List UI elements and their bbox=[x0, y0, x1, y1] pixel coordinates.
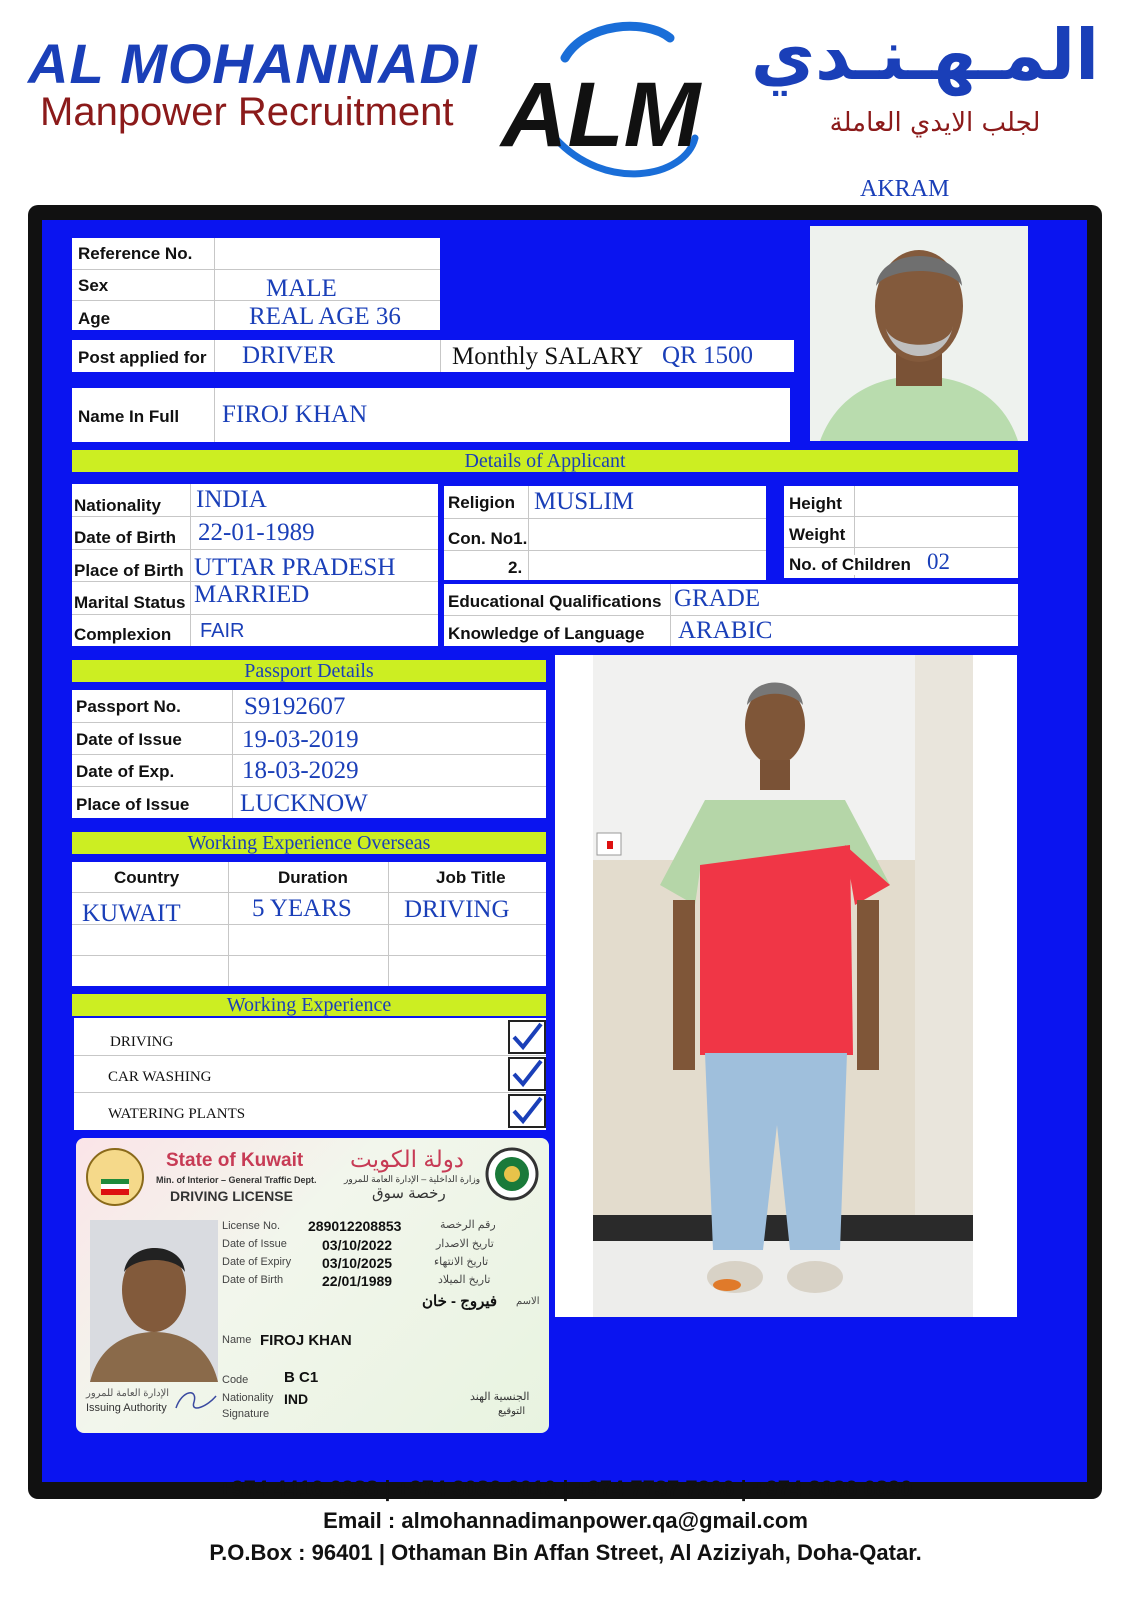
passport-issue-label: Date of Issue bbox=[76, 730, 182, 749]
footer-phones: +974 4416 6988 | +974 3086 6010 | +974 7737 7206 | +974 3086 6890 bbox=[218, 1476, 913, 1501]
license-signature-label: Signature bbox=[222, 1408, 270, 1420]
details-middle-table bbox=[444, 486, 766, 580]
license-ministry-english: Min. of Interior – General Traffic Dept. bbox=[156, 1175, 317, 1185]
experience-list bbox=[74, 1018, 546, 1130]
salary-label: Monthly SALARY bbox=[452, 343, 644, 370]
marital-label: Marital Status bbox=[74, 593, 186, 612]
footer-address: P.O.Box : 96401 | Othaman Bin Affan Street, Al Aziziyah, Doha-Qatar. bbox=[209, 1540, 922, 1565]
license-ministry-arabic: وزارة الداخلية – الإدارة العامة للمرور bbox=[344, 1174, 481, 1184]
license-nationality-label: Nationality bbox=[222, 1392, 274, 1404]
complexion-value: FAIR bbox=[200, 620, 245, 642]
alm-logo-text: ALM bbox=[501, 64, 701, 166]
experience-item: DRIVING bbox=[110, 1034, 174, 1050]
license-dob-value: 22/01/1989 bbox=[322, 1273, 393, 1289]
marital-value: MARRIED bbox=[194, 581, 310, 608]
alm-logo bbox=[495, 18, 725, 183]
experience-item: WATERING PLANTS bbox=[108, 1106, 246, 1122]
license-code-value: B C1 bbox=[284, 1369, 319, 1386]
license-authority-arabic: الإدارة العامة للمرور bbox=[86, 1388, 170, 1399]
applicant-head-photo bbox=[810, 226, 1028, 441]
license-name-label: Name bbox=[222, 1334, 252, 1346]
license-state-english: State of Kuwait bbox=[166, 1150, 304, 1171]
post-salary-row bbox=[72, 340, 794, 372]
license-field-label: Date of Issue bbox=[222, 1238, 287, 1250]
details-right-table bbox=[784, 486, 1018, 578]
passport-exp-value: 18-03-2029 bbox=[242, 757, 359, 784]
religion-label: Religion bbox=[448, 493, 516, 512]
children-value: 02 bbox=[927, 549, 950, 574]
salary-value: QR 1500 bbox=[662, 342, 753, 369]
personal-basic-table bbox=[72, 238, 440, 330]
religion-value: MUSLIM bbox=[534, 488, 635, 515]
passport-number-value: S9192607 bbox=[244, 693, 346, 720]
overseas-row1-duration: 5 YEARS bbox=[252, 895, 352, 922]
checkmark-icon bbox=[514, 1061, 541, 1084]
license-expiry-value: 03/10/2025 bbox=[322, 1255, 393, 1271]
passport-exp-label: Date of Exp. bbox=[76, 762, 175, 781]
license-nationality-arabic: الجنسية الهند bbox=[470, 1391, 530, 1403]
driving-license-card bbox=[76, 1138, 549, 1433]
license-field-label-arabic: تاريخ الاصدار bbox=[436, 1238, 494, 1250]
overseas-header-job-title: Job Title bbox=[436, 868, 506, 887]
education-label: Educational Qualifications bbox=[448, 592, 662, 611]
weight-label: Weight bbox=[789, 525, 846, 544]
overseas-header-duration: Duration bbox=[278, 868, 348, 887]
education-language-table bbox=[444, 584, 1018, 646]
license-name-arabic-label: الاسم bbox=[516, 1296, 540, 1307]
language-label: Knowledge of Language bbox=[448, 624, 645, 643]
age-label: Age bbox=[78, 309, 111, 328]
license-field-label-arabic: رقم الرخصة bbox=[440, 1219, 496, 1231]
passport-table bbox=[72, 690, 546, 818]
agent-name: AKRAM bbox=[860, 176, 950, 202]
license-field-label: Date of Birth bbox=[222, 1274, 284, 1286]
pob-label: Place of Birth bbox=[74, 561, 184, 580]
license-name-value: FIROJ KHAN bbox=[260, 1332, 352, 1349]
license-nationality-value: IND bbox=[284, 1391, 309, 1407]
overseas-header-country: Country bbox=[114, 868, 180, 887]
license-field-label: Date of Expiry bbox=[222, 1256, 292, 1268]
details-title-bar: Details of Applicant bbox=[72, 450, 1018, 472]
experience-checkbox bbox=[508, 1020, 546, 1054]
passport-place-value: LUCKNOW bbox=[240, 790, 368, 817]
checkmark-icon bbox=[514, 1098, 541, 1121]
passport-place-label: Place of Issue bbox=[76, 795, 190, 814]
language-value: ARABIC bbox=[678, 617, 773, 644]
authority-signature-icon bbox=[172, 1386, 218, 1416]
contact2-label: 2. bbox=[508, 558, 523, 577]
post-label: Post applied for bbox=[78, 348, 207, 367]
name-label: Name In Full bbox=[78, 407, 180, 426]
brand-subtitle-arabic: لجلب الايدي العاملة bbox=[829, 108, 1041, 138]
license-type-arabic: رخصة سوق bbox=[372, 1185, 446, 1202]
brand-name-english: AL MOHANNADI bbox=[28, 32, 478, 95]
reference-label: Reference No. bbox=[78, 244, 193, 263]
sex-label: Sex bbox=[78, 276, 109, 295]
dob-label: Date of Birth bbox=[74, 528, 176, 547]
gcc-emblem-icon bbox=[484, 1146, 540, 1202]
contact1-label: Con. No1. bbox=[448, 529, 528, 548]
pob-value: UTTAR PRADESH bbox=[194, 554, 396, 581]
height-label: Height bbox=[789, 494, 842, 513]
footer-email: Email : almohannadimanpower.qa@gmail.com bbox=[323, 1508, 808, 1533]
experience-title-bar: Working Experience bbox=[72, 994, 546, 1016]
license-field-label-arabic: تاريخ الميلاد bbox=[438, 1274, 491, 1286]
dob-value: 22-01-1989 bbox=[198, 519, 315, 546]
experience-item: CAR WASHING bbox=[108, 1069, 212, 1085]
kuwait-emblem-icon bbox=[84, 1146, 146, 1208]
license-authority-english: Issuing Authority bbox=[86, 1402, 167, 1414]
license-code-label: Code bbox=[222, 1374, 249, 1386]
overseas-table bbox=[72, 862, 546, 986]
experience-checkbox bbox=[508, 1094, 546, 1128]
license-type-english: DRIVING LICENSE bbox=[170, 1188, 293, 1204]
license-photo bbox=[90, 1220, 218, 1382]
license-number-value: 289012208853 bbox=[308, 1218, 402, 1234]
passport-number-label: Passport No. bbox=[76, 697, 181, 716]
applicant-full-body-photo bbox=[555, 655, 1017, 1317]
experience-checkbox bbox=[508, 1057, 546, 1091]
passport-title-bar: Passport Details bbox=[72, 660, 546, 682]
details-left-table bbox=[72, 484, 438, 646]
education-value: GRADE bbox=[674, 585, 761, 612]
sex-value: MALE bbox=[266, 275, 337, 302]
license-field-label-arabic: تاريخ الانتهاء bbox=[434, 1256, 489, 1268]
overseas-row1-job-title: DRIVING bbox=[404, 896, 510, 923]
checkmark-icon bbox=[514, 1024, 541, 1047]
full-name-row bbox=[72, 388, 790, 442]
overseas-row1-country: KUWAIT bbox=[82, 900, 181, 927]
brand-subtitle-english: Manpower Recruitment bbox=[40, 90, 454, 134]
brand-name-arabic: المـهـنـدي bbox=[750, 14, 1100, 96]
post-value: DRIVER bbox=[242, 342, 336, 369]
children-label: No. of Children bbox=[789, 555, 915, 575]
overseas-title-bar: Working Experience Overseas bbox=[72, 832, 546, 854]
nationality-value: INDIA bbox=[196, 486, 267, 513]
license-field-label: License No. bbox=[222, 1220, 281, 1232]
nationality-label: Nationality bbox=[74, 496, 161, 515]
license-signature-arabic: التوقيع bbox=[498, 1406, 526, 1417]
license-issue-value: 03/10/2022 bbox=[322, 1237, 393, 1253]
passport-issue-value: 19-03-2019 bbox=[242, 726, 359, 753]
license-state-arabic: دولة الكويت bbox=[350, 1146, 465, 1172]
complexion-label: Complexion bbox=[74, 625, 172, 644]
license-name-arabic: فيروج - خان bbox=[422, 1293, 498, 1310]
age-value: REAL AGE 36 bbox=[249, 303, 401, 330]
name-value: FIROJ KHAN bbox=[222, 401, 368, 428]
